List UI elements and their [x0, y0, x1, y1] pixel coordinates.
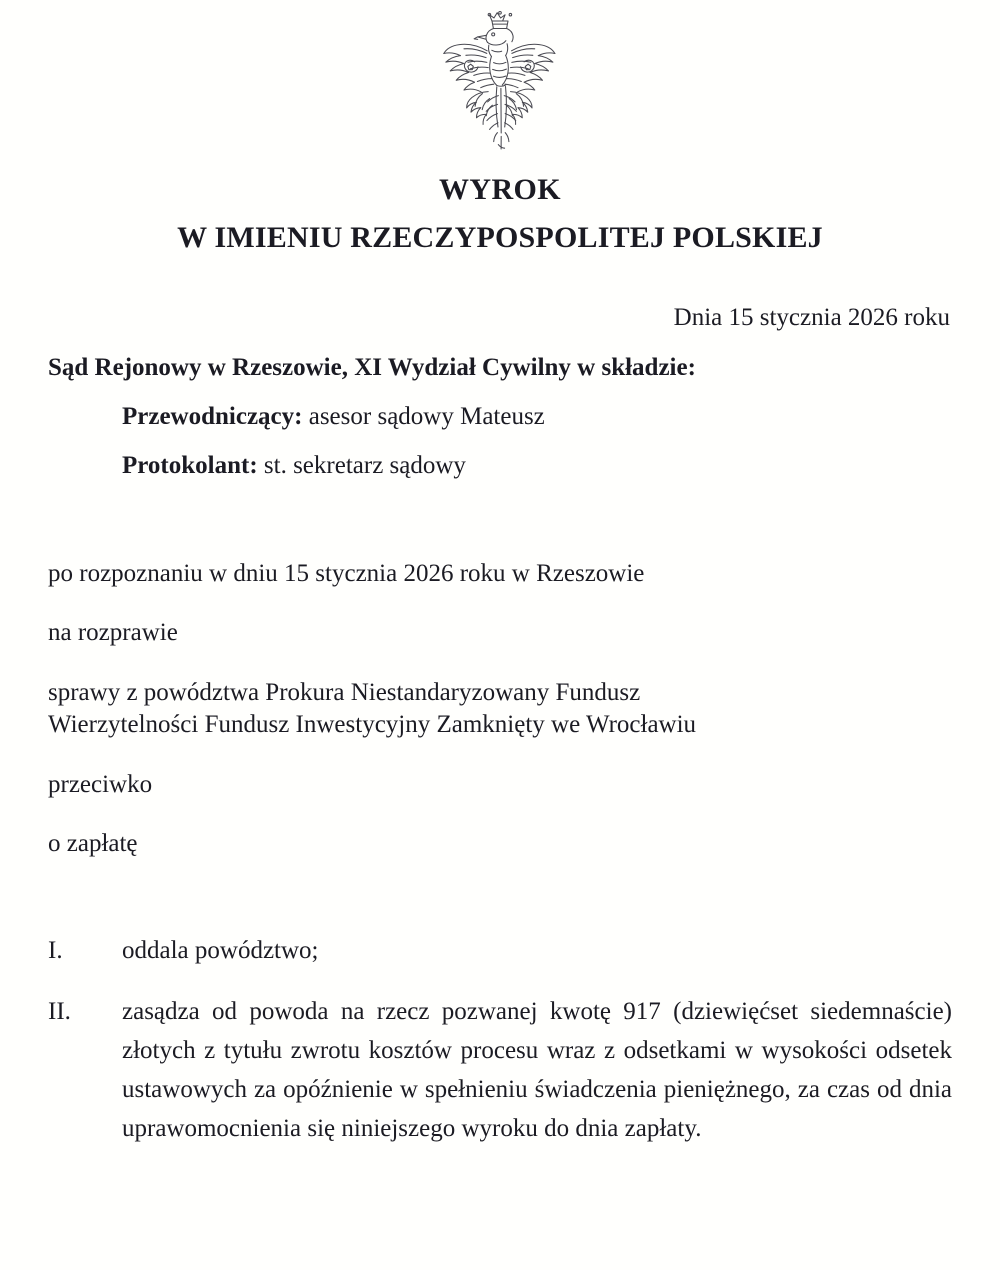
hearing-date-paragraph: po rozpoznaniu w dniu 15 stycznia 2026 roku w Rzeszowie	[48, 559, 645, 587]
document-title-block	[38, 172, 962, 256]
panel-presiding-judge-value: asesor sądowy Mateusz	[302, 402, 545, 430]
coat-of-arms-container	[38, 0, 962, 152]
ruling-text: oddala powództwo;	[122, 936, 319, 964]
panel-recorder	[48, 452, 952, 480]
panel-recorder-value: st. sekretarz sądowy	[257, 451, 466, 479]
page-title: WYROK	[439, 173, 561, 206]
panel-recorder-role: Protokolant:	[122, 451, 258, 479]
page-subtitle: W IMIENIU RZECZYPOSPOLITEJ POLSKIEJ	[177, 221, 823, 255]
subject-paragraph: o zapłatę	[48, 830, 138, 858]
plaintiff-line-2: Wierzytelności Fundusz Inwestycyjny Zamknięty we Wrocławiu	[48, 711, 697, 739]
document-body	[38, 304, 962, 1148]
against-paragraph: przeciwko	[48, 770, 153, 798]
court-name-line: Sąd Rejonowy w Rzeszowie, XI Wydział Cywilny w składzie:	[48, 353, 696, 381]
ruling-list	[48, 931, 952, 1148]
judgment-date: Dnia 15 stycznia 2026 roku	[673, 303, 950, 331]
ruling-item	[48, 992, 952, 1148]
panel-presiding-judge	[48, 403, 952, 431]
ruling-item	[48, 931, 952, 970]
panel-presiding-judge-role: Przewodniczący:	[122, 402, 303, 430]
ruling-number: I.	[48, 936, 63, 964]
ruling-text: zasądza od powoda na rzecz pozwanej kwotę 917 (dziewięćset siedemnaście) złotych z tytułu zwrotu kosztów procesu wraz z odsetkami w wysokości odsetek ustawowych za opóźnienie w spełnieniu świadczenia pieniężnego, za czas od dnia uprawomocnienia się niniejszego wyroku do dnia zapłaty.	[122, 997, 952, 1142]
plaintiff-paragraph	[48, 677, 952, 742]
hearing-mode-paragraph: na rozprawie	[48, 619, 178, 647]
plaintiff-line-1: sprawy z powództwa Prokura Niestandaryzowany Fundusz	[48, 678, 641, 706]
polish-eagle-emblem-icon	[430, 8, 570, 154]
ruling-number: II.	[48, 997, 71, 1025]
